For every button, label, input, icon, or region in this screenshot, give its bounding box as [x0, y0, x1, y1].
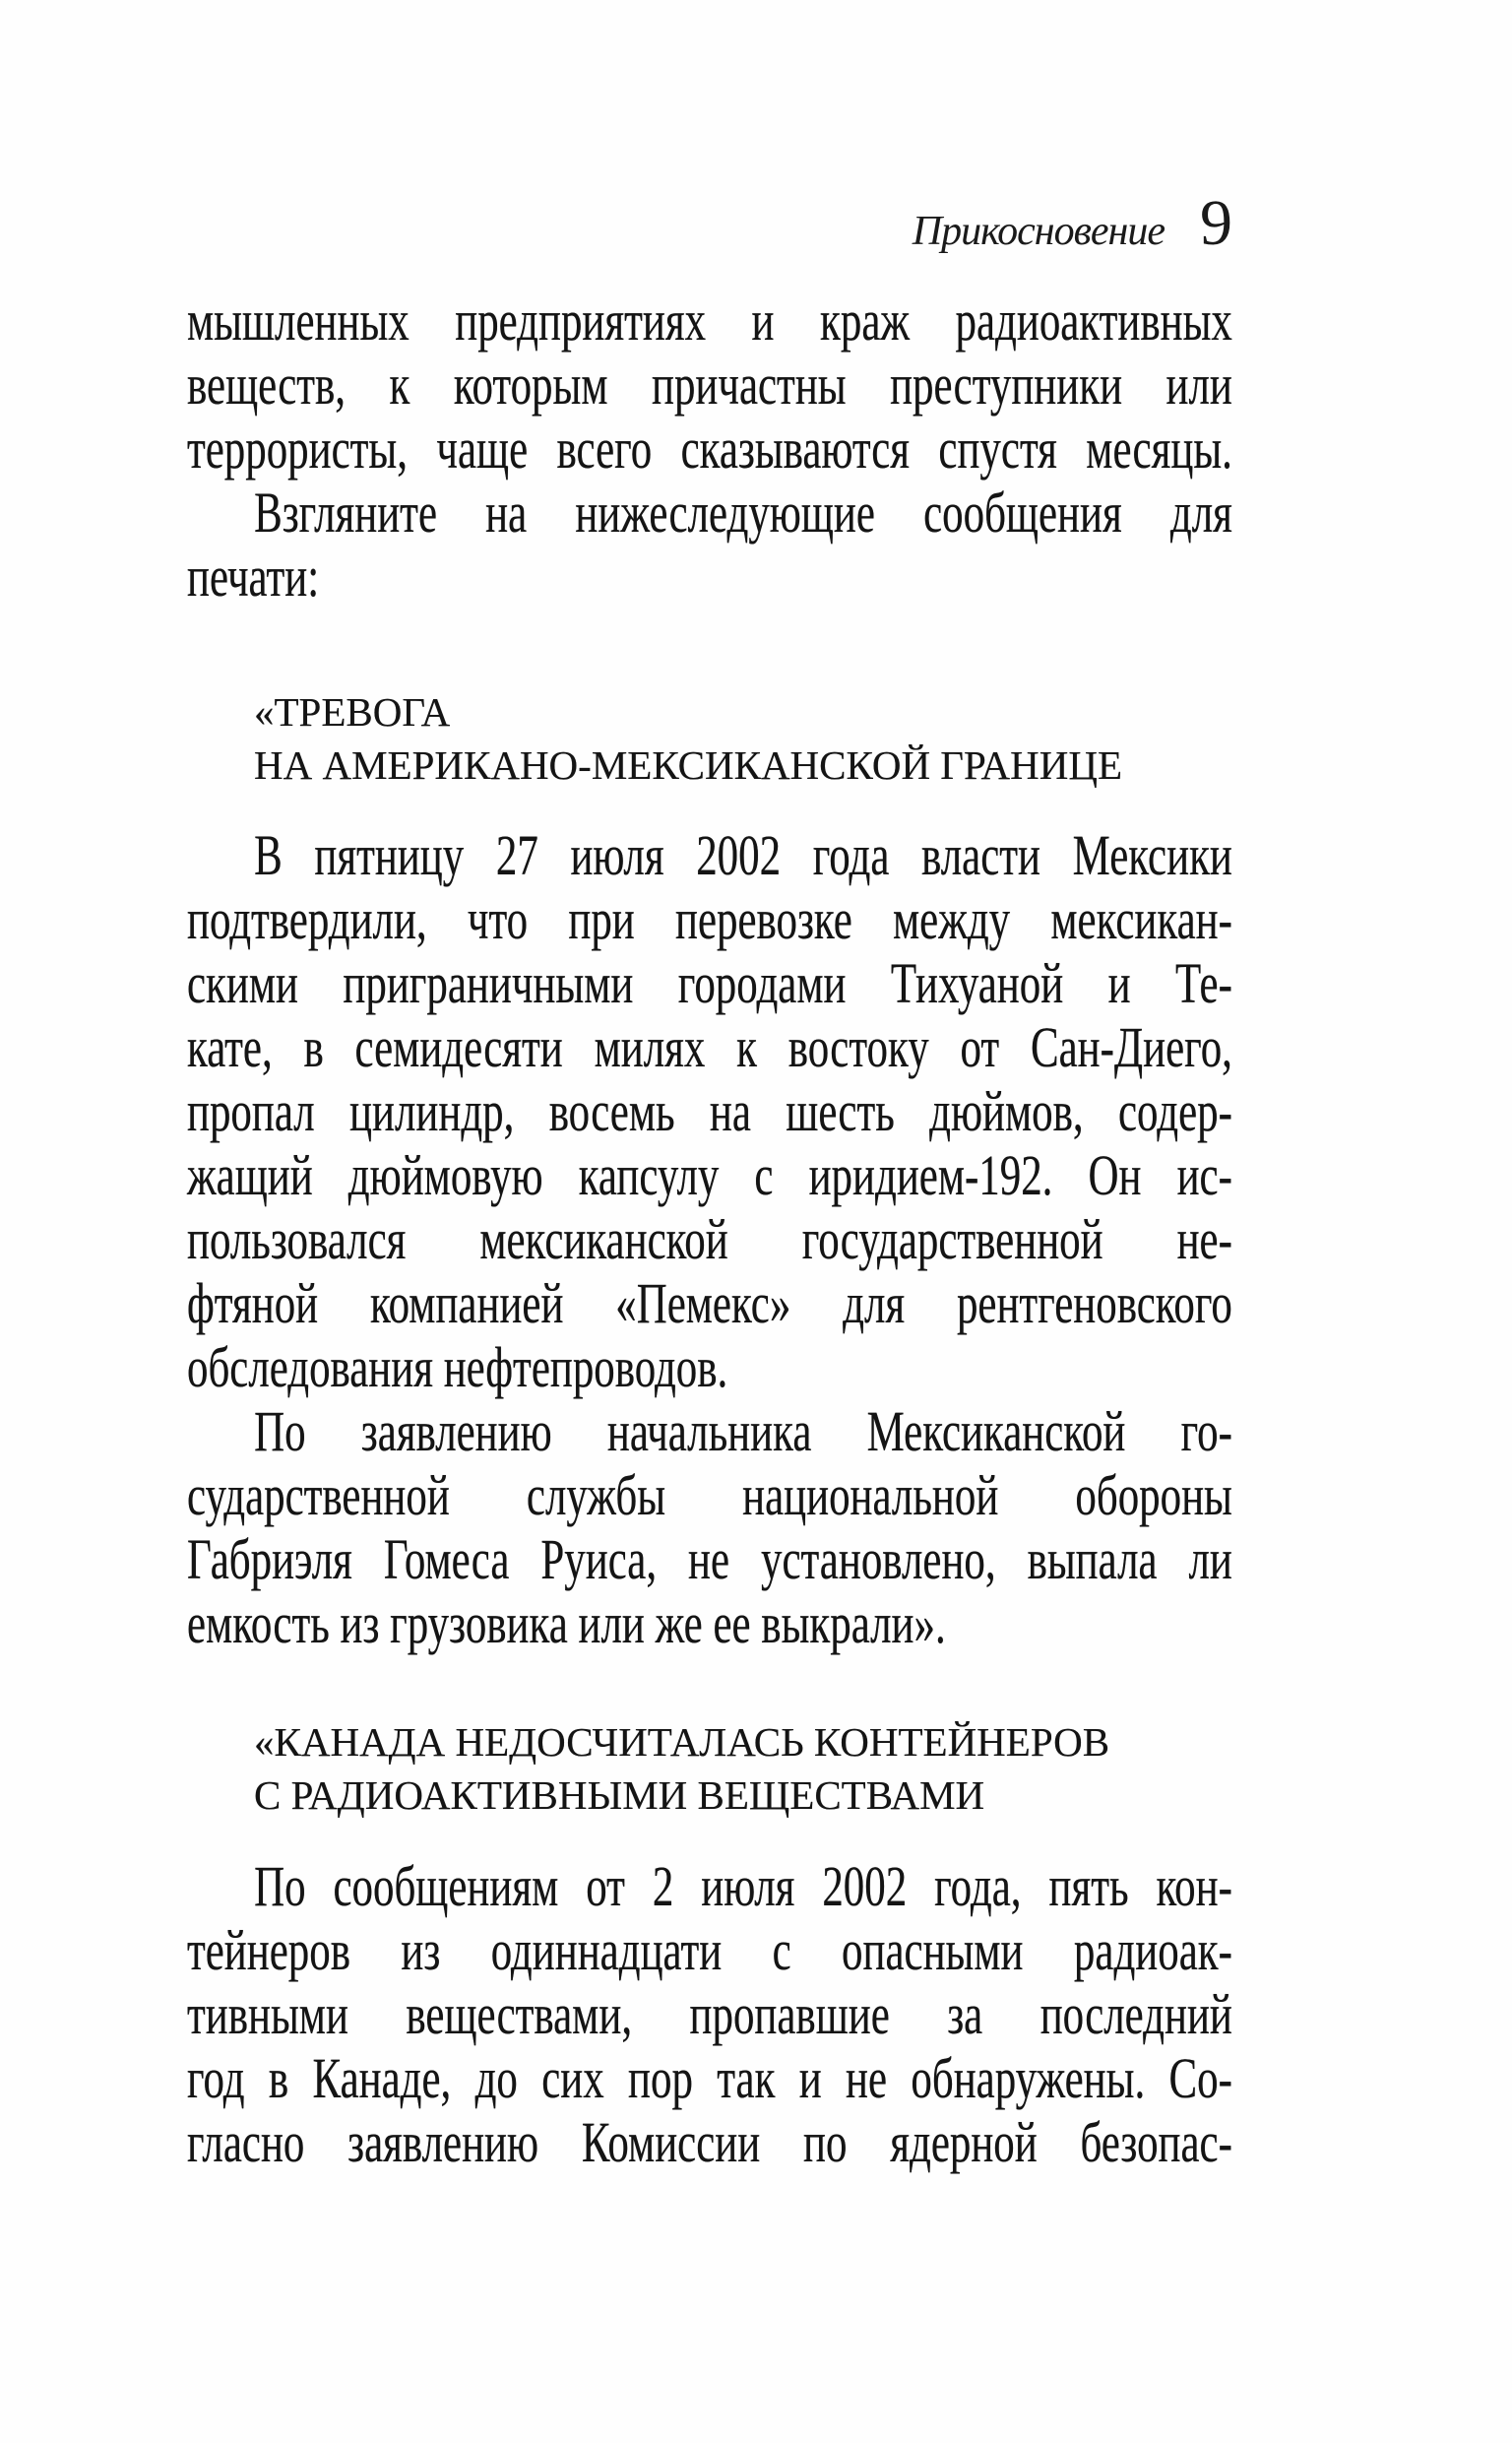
heading-line: С РАДИОАКТИВНЫМИ ВЕЩЕСТВАМИ: [254, 1772, 985, 1818]
text-line: скими приграничными городами Тихуаной и Те-: [187, 951, 1232, 1015]
text-line: По заявлению начальника Мексиканской го-: [254, 1399, 1232, 1463]
text-line: веществ, к которым причастны преступники или: [187, 353, 1232, 417]
text-line: В пятницу 27 июля 2002 года власти Мексики: [254, 823, 1232, 887]
text-line: фтяной компанией «Пемекс» для рентгеновского: [187, 1271, 1232, 1335]
paragraph: [187, 481, 1232, 609]
page-number: 9: [1200, 187, 1232, 259]
heading-line: «КАНАДА НЕДОСЧИТАЛАСЬ КОНТЕЙНЕРОВ: [254, 1719, 1110, 1765]
paragraph: [187, 823, 1232, 1399]
paragraph: [187, 289, 1232, 481]
press-release-heading: [254, 1715, 1232, 1822]
text-line: обследования нефтепроводов.: [187, 1335, 728, 1399]
text-line: сударственной службы национальной обороны: [187, 1463, 1232, 1527]
heading-line: НА АМЕРИКАНО-МЕКСИКАНСКОЙ ГРАНИЦЕ: [254, 742, 1123, 788]
text-line: подтвердили, что при перевозке между мексикан-: [187, 887, 1232, 951]
running-head-title: Прикосновение: [912, 209, 1165, 254]
paragraph: [187, 1399, 1232, 1655]
text-line: тивными веществами, пропавшие за последний: [187, 1982, 1232, 2046]
paragraph: [187, 1854, 1232, 2174]
text-line: печати:: [187, 545, 320, 609]
text-line: гласно заявлению Комиссии по ядерной безопас-: [187, 2110, 1232, 2174]
text-block: [187, 0, 1232, 2443]
text-line: Взгляните на нижеследующие сообщения для: [254, 481, 1232, 545]
text-line: жащий дюймовую капсулу с иридием-192. Он ис-: [187, 1143, 1232, 1207]
text-line: пользовался мексиканской государственной не-: [187, 1207, 1232, 1271]
text-line: тейнеров из одиннадцати с опасными радиоак-: [187, 1918, 1232, 1982]
text-line: год в Канаде, до сих пор так и не обнаружены. Со-: [187, 2046, 1232, 2110]
text-line: Габриэля Гомеса Руиса, не установлено, выпала ли: [187, 1527, 1232, 1591]
text-line: пропал цилиндр, восемь на шесть дюймов, содер-: [187, 1079, 1232, 1143]
text-line: мышленных предприятиях и краж радиоактивных: [187, 289, 1232, 353]
text-line: кате, в семидесяти милях к востоку от Сан-Диего,: [187, 1015, 1232, 1079]
heading-line: «ТРЕВОГА: [254, 689, 451, 735]
text-line: емкость из грузовика или же ее выкрали».: [187, 1591, 946, 1655]
press-release-heading: [254, 685, 1232, 792]
text-line: террористы, чаще всего сказываются спустя месяцы.: [187, 417, 1232, 481]
text-line: По сообщениям от 2 июля 2002 года, пять кон-: [254, 1854, 1232, 1918]
